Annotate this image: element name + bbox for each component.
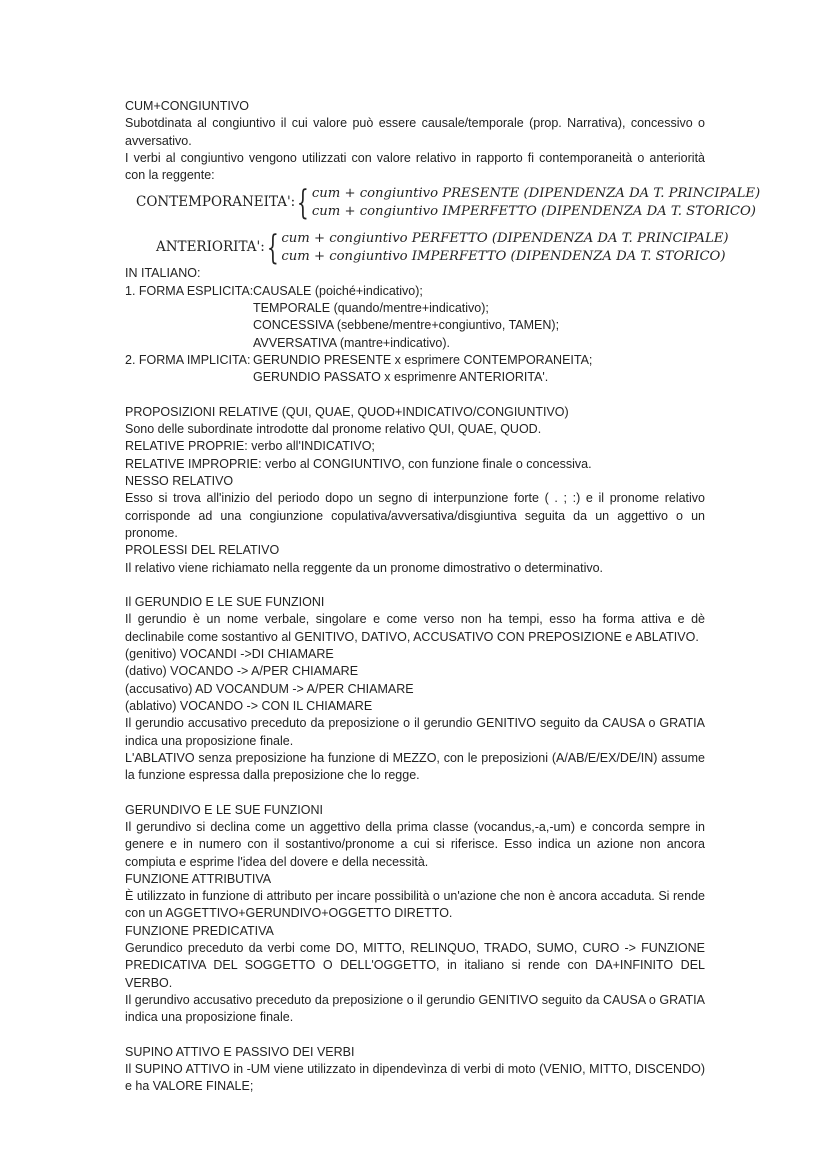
spacer: [125, 1027, 705, 1044]
section-heading-gerundio: Il GERUNDIO E LE SUE FUNZIONI: [125, 595, 325, 610]
paragraph: Sono delle subordinate introdotte dal pronome relativo QUI, QUAE, QUOD.: [125, 422, 542, 437]
paragraph: I verbi al congiuntivo vengono utilizzati con valore relativo in rapporto fi contemporaneità o anteriorità con la reggente:: [125, 150, 705, 183]
section-heading-supino: SUPINO ATTIVO E PASSIVO DEI VERBI: [125, 1044, 355, 1059]
case-line: (ablativo) VOCANDO -> CON IL CHIAMARE: [125, 698, 373, 713]
paragraph: Esso si trova all'inizio del periodo dopo un segno di interpunzione forte ( . ; :) e il pronome relativo corrisponde ad una congiunzione copulativa/avversativa/disgiuntiva seguita da un aggettivo o un pronome.: [125, 491, 705, 540]
paragraph: Il gerundio è un nome verbale, singolare e come verso non ha tempi, esso ha forma attiva e dè declinabile come sostantivo al GENITIVO, DATIVO, ACCUSATIVO CON PREPOSIZIONE e ABLATIVO.: [125, 612, 705, 644]
list-value: AVVERSATIVA (mantre+indicativo).: [253, 335, 450, 350]
left-brace-icon: {: [297, 182, 310, 223]
formula-line: cum + congiuntivo IMPERFETTO (DIPENDENZA DA T. STORICO): [281, 248, 726, 264]
spacer: [125, 784, 705, 801]
formula-line: cum + congiuntivo IMPERFETTO (DIPENDENZA DA T. STORICO): [311, 203, 756, 219]
subheading-italiano: IN ITALIANO:: [125, 266, 201, 281]
spacer: [125, 387, 705, 404]
list-label: 1. FORMA ESPLICITA:: [125, 283, 254, 298]
case-line: (genitivo) VOCANDI ->DI CHIAMARE: [125, 647, 334, 662]
paragraph: È utilizzato in funzione di attributo per incare possibilità o un'azione che non è ancora accaduta. Si rende con un AGGETTIVO+GERUNDIVO+OGGETTO DIRETTO.: [125, 889, 705, 921]
list-value: TEMPORALE (quando/mentre+indicativo);: [253, 301, 489, 316]
paragraph: Il gerundio accusativo preceduto da preposizione o il gerundio GENITIVO seguito da CAUSA o GRATIA indica una proposizione finale.: [125, 716, 705, 748]
spacer: [125, 577, 705, 594]
list-value: GERUNDIO PASSATO x esprimenre ANTERIORITA'.: [253, 370, 549, 385]
paragraph: RELATIVE PROPRIE: verbo all'INDICATIVO;: [125, 439, 375, 454]
list-label: 2. FORMA IMPLICITA:: [125, 352, 251, 367]
list-item: [125, 352, 705, 369]
paragraph: Il gerundivo si declina come un aggettivo della prima classe (vocandus,-a,-um) e concorda sempre in genere e in numero con il sostantivo/pronome a cui si riferisce. Esso indica un azione non ancora compiuta e esprime l'idea del dovere e della necessità.: [125, 819, 705, 869]
subheading-nesso: NESSO RELATIVO: [125, 474, 234, 489]
formula-label: CONTEMPORANEITA':: [136, 194, 296, 211]
paragraph: Il relativo viene richiamato nella reggente da un pronome dimostrativo o determinativo.: [125, 560, 604, 575]
paragraph: RELATIVE IMPROPRIE: verbo al CONGIUNTIVO, con funzione finale o concessiva.: [125, 456, 592, 471]
formula-anteriorita: [156, 227, 729, 268]
section-heading-gerundivo: GERUNDIVO E LE SUE FUNZIONI: [125, 802, 323, 817]
list-value: CONCESSIVA (sebbene/mentre+congiuntivo, TAMEN);: [253, 318, 560, 333]
list-value: GERUNDIO PRESENTE x esprimere CONTEMPORANEITA;: [253, 352, 593, 367]
formula-label: ANTERIORITA':: [156, 239, 265, 256]
paragraph: L'ABLATIVO senza preposizione ha funzione di MEZZO, con le preposizioni (A/AB/E/EX/DE/IN) assume la funzione espressa dalla preposizione che lo regge.: [125, 750, 705, 783]
list-item: [125, 283, 705, 300]
paragraph: Gerundico preceduto da verbi come DO, MITTO, RELINQUO, TRADO, SUMO, CURO -> FUNZIONE PREDICATIVA DEL SOGGETTO O DELL'OGGETTO, in italiano si rende con DA+INFINITO DEL VERBO.: [125, 941, 705, 990]
formula-line: cum + congiuntivo PERFETTO (DIPENDENZA DA T. PRINCIPALE): [281, 231, 729, 247]
formula-contemporaneita: [136, 182, 761, 223]
list-value: CAUSALE (poiché+indicativo);: [253, 283, 423, 298]
left-brace-icon: {: [266, 227, 279, 268]
section-heading-relative: PROPOSIZIONI RELATIVE (QUI, QUAE, QUOD+INDICATIVO/CONGIUNTIVO): [125, 404, 569, 419]
case-line: (dativo) VOCANDO -> A/PER CHIAMARE: [125, 664, 359, 679]
subheading-prolessi: PROLESSI DEL RELATIVO: [125, 543, 280, 558]
section-heading-cum: CUM+CONGIUNTIVO: [125, 99, 249, 113]
document-page: [125, 98, 761, 1096]
paragraph: Il gerundivo accusativo preceduto da preposizione o il gerundio GENITIVO seguito da CAUSA o GRATIA indica una proposizione finale.: [125, 992, 705, 1025]
paragraph: Il SUPINO ATTIVO in -UM viene utilizzato in dipendevìnza di verbi di moto (VENIO, MITTO, DISCENDO) e ha VALORE FINALE;: [125, 1062, 705, 1094]
subheading-predicativa: FUNZIONE PREDICATIVA: [125, 923, 274, 938]
formula-line: cum + congiuntivo PRESENTE (DIPENDENZA DA T. PRINCIPALE): [311, 186, 761, 202]
subheading-attributiva: FUNZIONE ATTRIBUTIVA: [125, 871, 272, 886]
case-line: (accusativo) AD VOCANDUM -> A/PER CHIAMARE: [125, 681, 414, 696]
paragraph: Subotdinata al congiuntivo il cui valore può essere causale/temporale (prop. Narrativa), concessivo o avversativo.: [125, 116, 705, 148]
